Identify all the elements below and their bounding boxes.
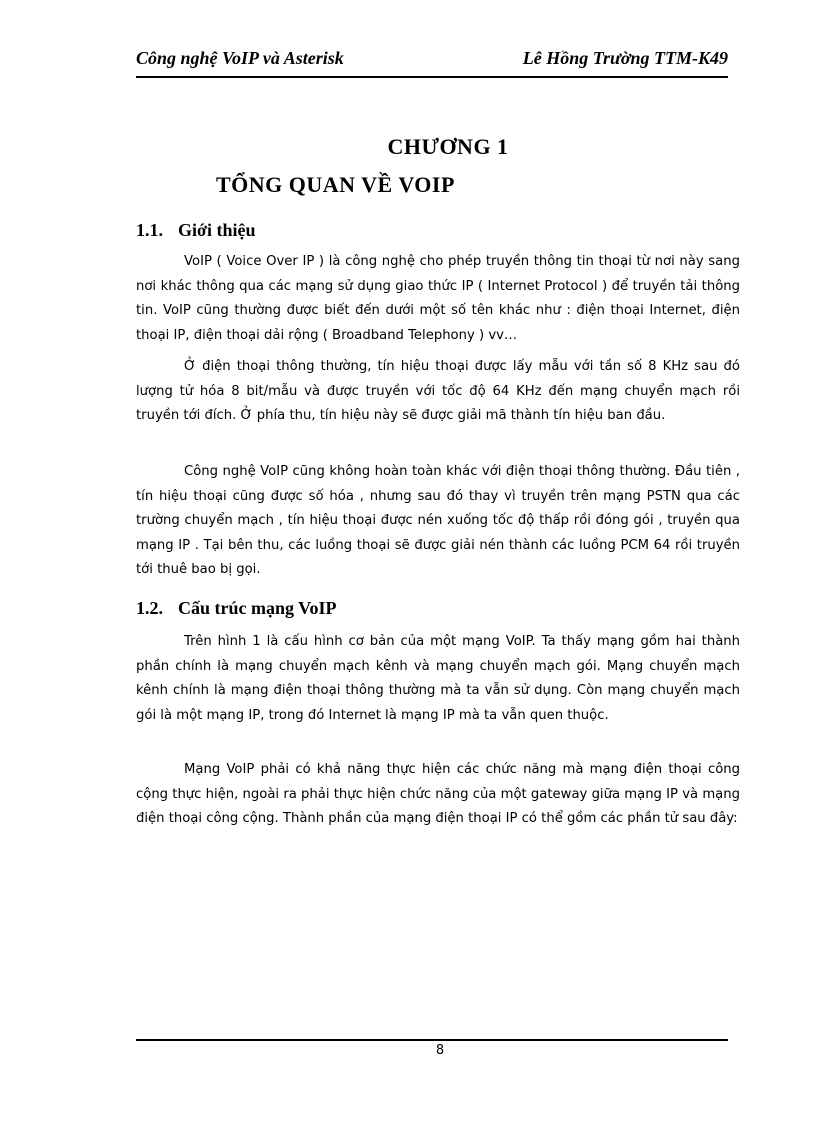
header-author: Lê Hồng Trường TTM-K49	[522, 48, 728, 68]
header-document-title: Công nghệ VoIP và Asterisk	[136, 48, 344, 68]
chapter-title: TỔNG QUAN VỀ VOIP	[216, 172, 455, 197]
page-number: 8	[435, 1043, 445, 1058]
paragraph: VoIP ( Voice Over IP ) là công nghệ cho phép truyền thông tin thoại từ nơi này sang nơi khác thông qua các mạng sử dụng giao thức IP ( Internet Protocol ) để truyền tải thông tin. VoIP cũng thường được biết đến dưới một số tên khác như : điện thoại Internet, điện thoại IP, điện thoại dải rộng ( Broadband Telephony ) vv…	[136, 254, 740, 343]
section-number: 1.1.	[136, 220, 163, 240]
paragraph: Ở điện thoại thông thường, tín hiệu thoại được lấy mẫu với tần số 8 KHz sau đó lượng tử hóa 8 bit/mẫu và được truyền với tốc độ 64 KHz đến mạng chuyển mạch rồi truyền tới đích. Ở phía thu, tín hiệu này sẽ được giải mã thành tín hiệu ban đầu.	[136, 359, 740, 423]
section-title: Cấu trúc mạng VoIP	[178, 598, 337, 618]
paragraph: Mạng VoIP phải có khả năng thực hiện các chức năng mà mạng điện thoại công cộng thực hiện, ngoài ra phải thực hiện chức năng của một gateway giữa mạng IP và mạng điện thoại công cộng. Thành phần của mạng điện thoại IP có thể gồm các phần tử sau đây:	[136, 762, 740, 826]
paragraph: Công nghệ VoIP cũng không hoàn toàn khác với điện thoại thông thường. Đầu tiên , tín hiệu thoại cũng được số hóa , nhưng sau đó thay vì truyền trên mạng PSTN qua các trường chuyển mạch , tín hiệu thoại được nén xuống tốc độ thấp rồi đóng gói , truyền qua mạng IP . Tại bên thu, các luồng thoại sẽ được giải nén thành các luồng PCM 64 rồi truyền tới thuê bao bị gọi.	[136, 464, 740, 577]
chapter-number: CHƯƠNG 1	[387, 134, 509, 159]
paragraph: Trên hình 1 là cấu hình cơ bản của một mạng VoIP. Ta thấy mạng gồm hai thành phần chính là mạng chuyển mạch kênh và mạng chuyển mạch gói. Mạng chuyển mạch kênh chính là mạng điện thoại thông thường mà ta vẫn sử dụng. Còn mạng chuyển mạch gói là một mạng IP, trong đó Internet là mạng IP mà ta vẫn quen thuộc.	[136, 634, 740, 723]
section-heading-intro	[136, 220, 255, 241]
page-header	[136, 48, 728, 76]
section-heading-structure	[136, 598, 337, 619]
footer-divider	[136, 1039, 728, 1041]
section-title: Giới thiệu	[178, 220, 256, 240]
header-divider	[136, 76, 728, 78]
section-number: 1.2.	[136, 598, 163, 618]
